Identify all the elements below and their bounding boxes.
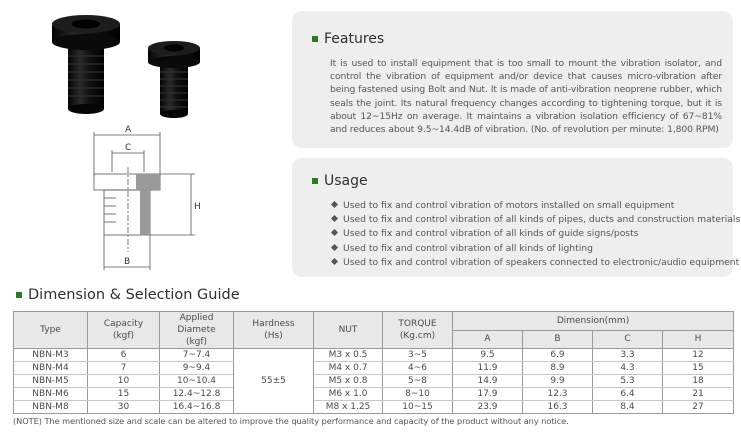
label-h: H (194, 202, 201, 212)
features-heading (312, 31, 384, 47)
square-bullet-icon (16, 292, 22, 298)
label-b: B (124, 257, 131, 267)
header-dimension: Dimension(mm) (453, 312, 734, 331)
usage-item: Used to fix and control vibration of all kinds of guide signs/posts (330, 227, 740, 241)
usage-list (330, 199, 740, 270)
usage-heading (312, 173, 368, 189)
features-panel (292, 11, 733, 148)
guide-title: Dimension & Selection Guide (28, 287, 240, 303)
diamond-bullet-icon (331, 201, 338, 208)
dimension-table (13, 311, 734, 414)
diamond-bullet-icon (331, 215, 338, 222)
table-row: NBN-M4 7 9~9.4 M4 x 0.7 4~6 11.9 8.9 4.3 15 (14, 362, 734, 375)
usage-item: Used to fix and control vibration of motors installed on small equipment (330, 199, 740, 213)
table-row: NBN-M6 15 12.4~12.8 M6 x 1.0 8~10 17.9 12.3 6.4 21 (14, 388, 734, 401)
features-description: It is used to install equipment that is too small to mount the vibration isolator, and control the vibration of equipment and/or device that causes micro-vibration after being fastened using Bolt and Nut. It is made of anti-vibration neoprene rubber, which seals the joint. Its natural frequency changes according to tightening torque, but it is about 12~15Hz on average. It maintains a vibration isolation efficiency of 67~81% and reduces about 9.5~14.4dB of vibration. (No. of revolution per minute: 1,800 RPM) (330, 58, 722, 136)
hardness-value: 55±5 (234, 349, 314, 414)
dimension-drawing (70, 122, 240, 280)
footnote: (NOTE) The mentioned size and scale can be altered to improve the quality performance and capacity of the product without any notice. (13, 416, 569, 426)
usage-item: Used to fix and control vibration of speakers connected to electronic/audio equipment (330, 256, 740, 270)
header-hardness: Hardness (Hs) (234, 312, 314, 349)
header-nut: NUT (314, 312, 383, 349)
usage-title: Usage (324, 173, 368, 189)
table-row: NBN-M3 6 7~7.4 55±5 M3 x 0.5 3~5 9.5 6.9 3.3 12 (14, 349, 734, 362)
usage-item: Used to fix and control vibration of all kinds of pipes, ducts and construction materials (330, 213, 740, 227)
header-dim-h: H (663, 330, 734, 349)
square-bullet-icon (312, 178, 318, 184)
table-row: NBN-M8 30 16.4~16.8 M8 x 1.25 10~15 23.9 16.3 8.4 27 (14, 401, 734, 414)
usage-panel (292, 158, 741, 277)
product-photo (40, 6, 240, 121)
label-c: C (125, 143, 132, 153)
table-row: NBN-M5 10 10~10.4 M5 x 0.8 5~8 14.9 9.9 5.3 18 (14, 375, 734, 388)
header-type: Type (14, 312, 88, 349)
guide-heading (16, 287, 240, 303)
header-dim-a: A (453, 330, 523, 349)
header-torque: TORQUE (Kg.cm) (383, 312, 453, 349)
usage-item: Used to fix and control vibration of all kinds of lighting (330, 242, 740, 256)
header-applied-diameter: Applied Diamete (kgf) (160, 312, 234, 349)
square-bullet-icon (312, 36, 318, 42)
header-capacity: Capacity (kgf) (88, 312, 160, 349)
label-a: A (125, 125, 132, 135)
diamond-bullet-icon (331, 229, 338, 236)
features-title: Features (324, 31, 385, 47)
header-dim-c: C (593, 330, 663, 349)
diamond-bullet-icon (331, 244, 338, 251)
diamond-bullet-icon (331, 258, 338, 265)
header-dim-b: B (523, 330, 593, 349)
